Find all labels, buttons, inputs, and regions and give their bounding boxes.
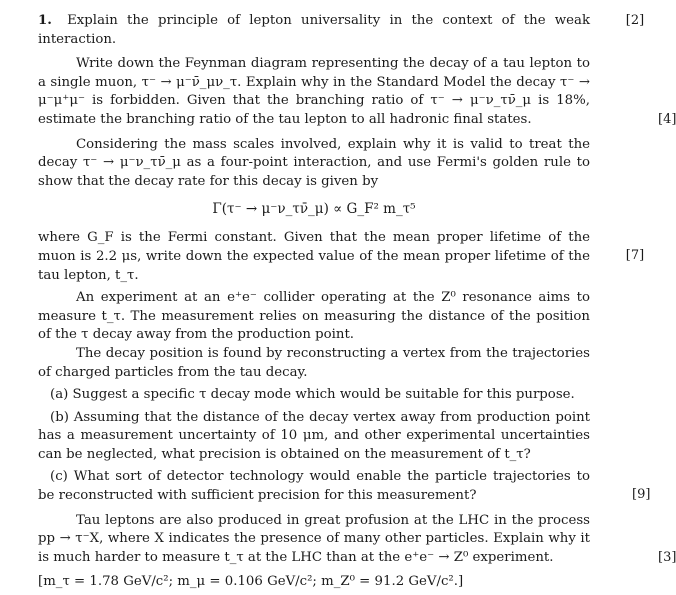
paragraph-vertex-text: The decay position is found by reconstructing a vertex from the trajectories of charged particles from the tau decay. [38, 345, 590, 380]
marks-lifetime: [7] [625, 248, 645, 264]
part-a [38, 386, 590, 405]
paragraph-lifetime [38, 229, 645, 285]
paragraph-experiment [38, 289, 590, 345]
constants-line [38, 573, 590, 592]
part-c-text: (c) What sort of detector technology would enable the particle trajectories to be reconstructed with sufficient precision for this measurement? [38, 469, 590, 504]
part-a-text: (a) Suggest a specific τ decay mode which would be suitable for this purpose. [50, 387, 575, 403]
marks-lhc: [3] [658, 549, 676, 565]
part-b [38, 409, 590, 465]
paragraph-feynman [38, 55, 676, 129]
constants-text: [m_τ = 1.78 GeV/c²; m_μ = 0.106 GeV/c²; m_Z⁰ = 91.2 GeV/c².] [38, 574, 464, 590]
paragraph-lhc [38, 512, 676, 568]
part-c [38, 468, 651, 505]
paragraph-four-point-text: Considering the mass scales involved, explain why it is valid to treat the decay τ⁻ → μ⁻ν_τν̄_μ as a four-point interaction, and use Fermi's golden rule to show that the decay rate for this decay is given by [38, 136, 590, 189]
paragraph-four-point [38, 136, 590, 192]
paragraph-lhc-text: Tau leptons are also produced in great profusion at the LHC in the process pp → τ⁻X, where X indicates the presence of many other particles. Explain why it is much harder to measure t_τ at the LHC than at the e⁺e⁻ → Z⁰ experiment. [38, 512, 590, 565]
marks-part-c: [9] [632, 487, 651, 503]
question-intro [38, 12, 645, 49]
paragraph-vertex [38, 345, 590, 382]
decay-rate-equation: Γ(τ⁻ → μ⁻ν_τν̄_μ) ∝ G_F² m_τ⁵ [212, 201, 416, 218]
question-number: 1. [38, 13, 52, 28]
marks-feynman: [4] [658, 112, 676, 128]
marks-intro: [2] [625, 13, 645, 28]
paragraph-experiment-text: An experiment at an e⁺e⁻ collider operating at the Z⁰ resonance aims to measure t_τ. The measurement relies on measuring the distance of the position of the τ decay away from the production point. [38, 290, 590, 343]
exam-question [38, 12, 676, 592]
part-b-text: (b) Assuming that the distance of the decay vertex away from production point has a measurement uncertainty of 10 μm, and other experimental uncertainties can be neglected, what precision is obtained on the measurement of t_τ? [38, 409, 590, 462]
paragraph-lifetime-text: where G_F is the Fermi constant. Given that the mean proper lifetime of the muon is 2.2 μs, write down the expected value of the mean proper lifetime of the tau lepton, t_τ. [38, 230, 590, 283]
intro-text: Explain the principle of lepton universality in the context of the weak interaction. [38, 13, 590, 47]
paragraph-feynman-text: Write down the Feynman diagram representing the decay of a tau lepton to a single muon, τ⁻ → μ⁻ν̄_μν_τ. Explain why in the Standard Model the decay τ⁻ → μ⁻μ⁺μ⁻ is forbidden. Given that the branching ratio of τ⁻ → μ⁻ν_τν̄_μ is 18%, estimate the branching ratio of the tau lepton to all hadronic final states. [38, 56, 590, 127]
